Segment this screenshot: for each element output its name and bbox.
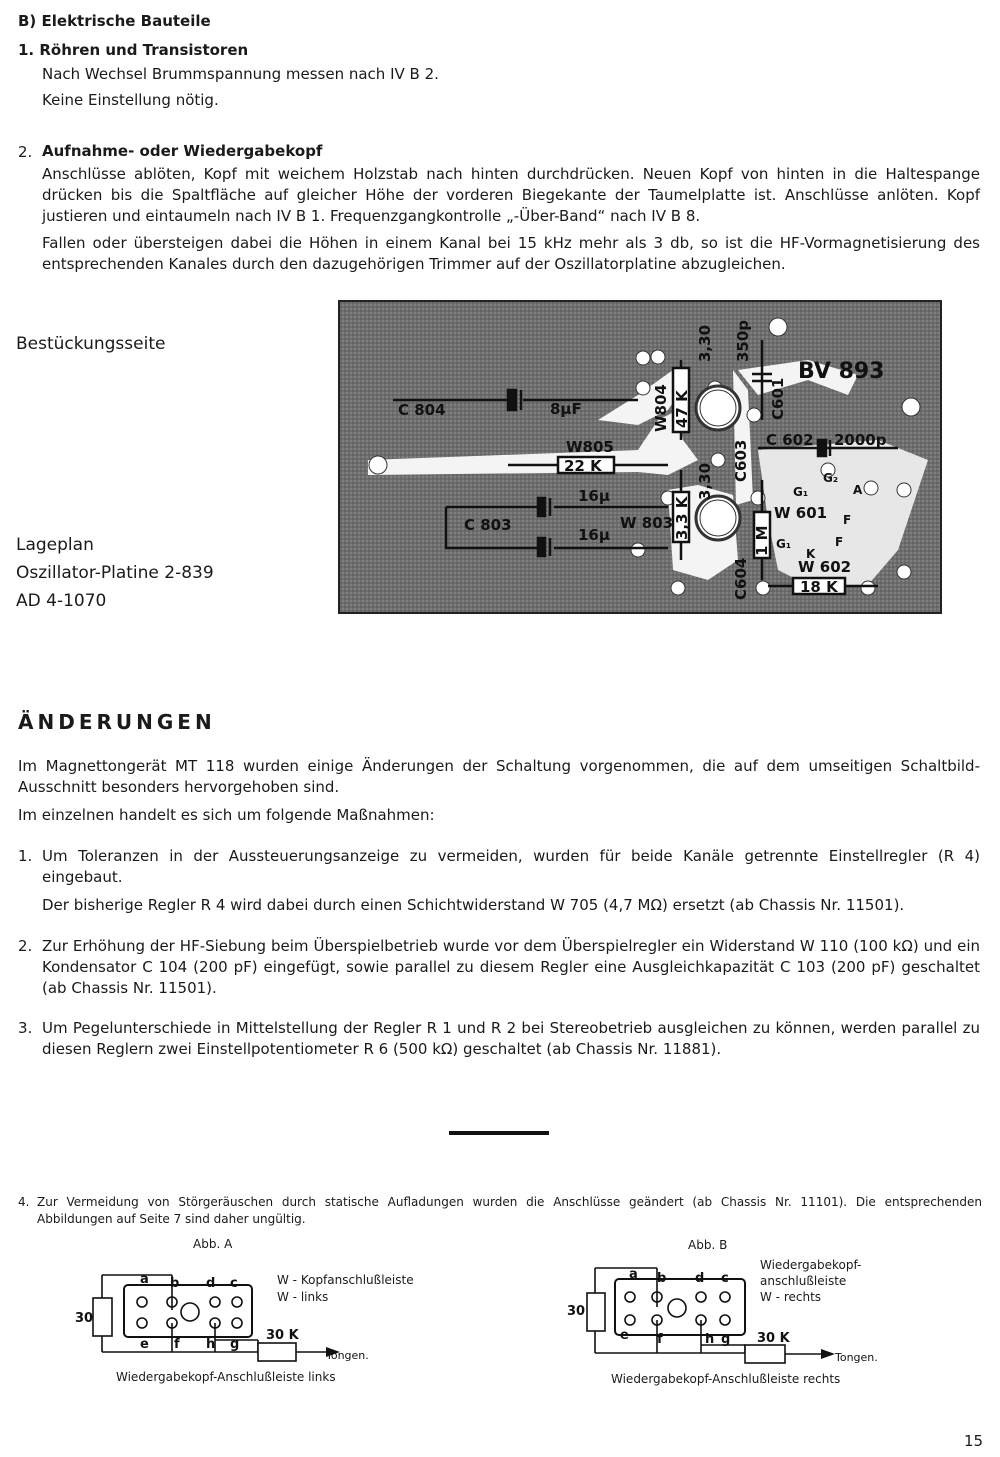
- label-g1b: G₁: [776, 537, 792, 551]
- item2-para2: Fallen oder übersteigen dabei die Höhen in einem Kanal bei 15 kHz mehr als 3 db, so ist die HF-Vormagnetisierung des entsprechenden Kanales durch den dazugehörigen Trimmer auf der Oszillatorplatine abzugleichen.: [42, 234, 980, 273]
- item1-line2: Keine Einstellung nötig.: [42, 91, 219, 109]
- item2-heading: Aufnahme- oder Wiedergabekopf: [42, 142, 323, 160]
- fig-a-pin-a: a: [140, 1272, 149, 1287]
- fig-b-pin-g: g: [721, 1332, 731, 1347]
- label-w601: W 601: [774, 504, 828, 522]
- label-w602: W 602: [798, 558, 852, 576]
- label-c803: C 803: [464, 516, 512, 534]
- change-2-num: 2.: [18, 937, 33, 955]
- label-c601: C601: [769, 377, 787, 420]
- changes-heading: ÄNDERUNGEN: [18, 710, 216, 734]
- change-3-num: 3.: [18, 1019, 33, 1037]
- label-w804: W804: [652, 384, 670, 432]
- fig-a-pin-d: d: [206, 1276, 216, 1291]
- change-2-text: Zur Erhöhung der HF-Siebung beim Überspielbetrieb wurde vor dem Überspielregler ein Widerstand W 110 (100 kΩ) und ein Kondensator C 104 (200 pF) eingefügt, sowie parallel zu diesem Regler eine Ausgleichkapazität C 103 (200 pF) geschaltet (ab Chassis Nr. 11501).: [42, 937, 980, 997]
- fig-a-title: Abb. A: [193, 1237, 233, 1251]
- section-heading: B) Elektrische Bauteile: [18, 12, 211, 30]
- fig-a-pin-g: g: [230, 1337, 240, 1352]
- label-330-mid: 3,30: [696, 462, 714, 500]
- label-w601-val: 1 M: [753, 525, 771, 556]
- fig-b-pin-b: b: [657, 1271, 667, 1286]
- label-w805-val: 22 K: [564, 457, 602, 475]
- fig-a-out: Tongen.: [326, 1349, 369, 1362]
- fig-a-diagram: [70, 1265, 370, 1370]
- fig-a-pin-c: c: [230, 1276, 238, 1291]
- fig-a-desc-1: W - Kopfanschlußleiste: [277, 1273, 414, 1287]
- note4-num: 4.: [18, 1195, 30, 1209]
- item1-heading: 1. Röhren und Transistoren: [18, 41, 249, 59]
- label-k: K: [806, 547, 816, 561]
- fig-b-desc-1: Wiedergabekopf-: [760, 1258, 862, 1272]
- fig-b-pin-f: f: [657, 1332, 663, 1347]
- change-1-text: Um Toleranzen in der Aussteuerungsanzeige zu vermeiden, wurden für beide Kanäle getrennte Einstellregler (R 4) eingebaut.: [42, 847, 980, 886]
- fig-b-desc-3: W - rechts: [760, 1290, 822, 1304]
- label-g1a: G₁: [793, 485, 809, 499]
- label-f1: F: [843, 513, 852, 527]
- label-w805: W805: [566, 438, 614, 456]
- changes-lead: Im einzelnen handelt es sich um folgende Maßnahmen:: [18, 806, 435, 824]
- fig-a-pin-e: e: [140, 1337, 149, 1352]
- fig-b-pin-h: h: [705, 1332, 715, 1347]
- fig-b-out: Tongen.: [835, 1351, 878, 1364]
- fig-b-diagram: [565, 1265, 878, 1370]
- label-c804-val: 8µF: [550, 400, 582, 418]
- fig-b-pin-c: c: [721, 1271, 729, 1286]
- label-w602-val: 18 K: [800, 578, 838, 596]
- fig-b-pin-d: d: [695, 1271, 705, 1286]
- fig-b-title: Abb. B: [688, 1238, 728, 1252]
- fig-b-caption: Wiedergabekopf-Anschlußleiste rechts: [611, 1372, 841, 1386]
- label-c803-val-a: 16µ: [578, 487, 610, 505]
- change-1-extra: Der bisherige Regler R 4 wird dabei durch einen Schichtwiderstand W 705 (4,7 MΩ) ersetzt (ab Chassis Nr. 11501).: [42, 896, 905, 914]
- fig-a-r-left: 30: [75, 1311, 94, 1326]
- label-a: A: [853, 483, 863, 497]
- label-c803-val-b: 16µ: [578, 526, 610, 544]
- item2-number: 2.: [18, 143, 33, 161]
- label-w803-val: 3,3 K: [673, 496, 691, 540]
- item1-line1: Nach Wechsel Brummspannung messen nach IV B 2.: [42, 65, 439, 83]
- label-c602-val: 2000p: [834, 431, 887, 449]
- side-caption: Bestückungsseite: [16, 334, 166, 354]
- label-c603: C603: [732, 439, 750, 482]
- fig-b-desc-2: anschlußleiste: [760, 1274, 847, 1288]
- fig-a-r-out: 30 K: [266, 1328, 299, 1343]
- changes-intro: Im Magnettongerät MT 118 wurden einige Änderungen der Schaltung vorgenommen, die auf dem umseitigen Schaltbild-Ausschnitt besonders hervorgehoben sind.: [18, 757, 980, 796]
- plan-caption-2: Oszillator-Platine 2-839: [16, 563, 214, 583]
- plan-caption-3: AD 4-1070: [16, 591, 107, 611]
- fig-a-pin-b: b: [170, 1276, 180, 1291]
- label-g2: G₂: [823, 471, 839, 485]
- note4-text: Zur Vermeidung von Störgeräuschen durch statische Aufladungen wurden die Anschlüsse geändert (ab Chassis Nr. 11101). Die entsprechenden Abbildungen auf Seite 7 sind daher ungültig.: [37, 1195, 982, 1226]
- fig-a-pin-h: h: [206, 1337, 216, 1352]
- board-id: BV 893: [798, 359, 885, 384]
- change-1-num: 1.: [18, 847, 33, 865]
- change-3-text: Um Pegelunterschiede in Mittelstellung der Regler R 1 und R 2 bei Stereobetrieb ausgleichen zu können, werden parallel zu diesen Reglern zwei Einstellpotentiometer R 6 (500 kΩ) geschaltet (ab Chassis Nr. 11881).: [42, 1019, 980, 1058]
- pcb-layout-diagram: [338, 300, 942, 614]
- label-350p: 350p: [734, 319, 752, 362]
- plan-caption-1: Lageplan: [16, 535, 94, 555]
- fig-a-pin-f: f: [174, 1337, 180, 1352]
- fig-b-pin-e: e: [620, 1328, 629, 1343]
- label-c804: C 804: [398, 401, 446, 419]
- label-w803: W 803: [620, 514, 674, 532]
- fig-a-caption: Wiedergabekopf-Anschlußleiste links: [116, 1370, 336, 1384]
- item2-para1: Anschlüsse ablöten, Kopf mit weichem Holzstab nach hinten durchdrücken. Neuen Kopf von hinten in die Haltespange drücken bis die Spaltfläche auf gleicher Höhe der vorderen Biegekante der Taumelplatte ist. Anschlüsse anlöten. Kopf justieren und eintaumeln nach IV B 1. Frequenzgangkontrolle „-Über-Band“ nach IV B 8.: [42, 165, 980, 225]
- page-number: 15: [964, 1432, 984, 1450]
- label-c602: C 602: [766, 431, 814, 449]
- label-w804-val: 47 K: [673, 390, 691, 428]
- label-330-top: 3,30: [696, 324, 714, 362]
- fig-b-r-left: 30: [567, 1304, 586, 1319]
- fig-a-desc-2: W - links: [277, 1290, 329, 1304]
- fig-b-r-out: 30 K: [757, 1331, 790, 1346]
- section-divider: [449, 1131, 549, 1135]
- label-f2: F: [835, 535, 844, 549]
- label-c604: C604: [732, 557, 750, 600]
- fig-b-pin-a: a: [629, 1267, 638, 1282]
